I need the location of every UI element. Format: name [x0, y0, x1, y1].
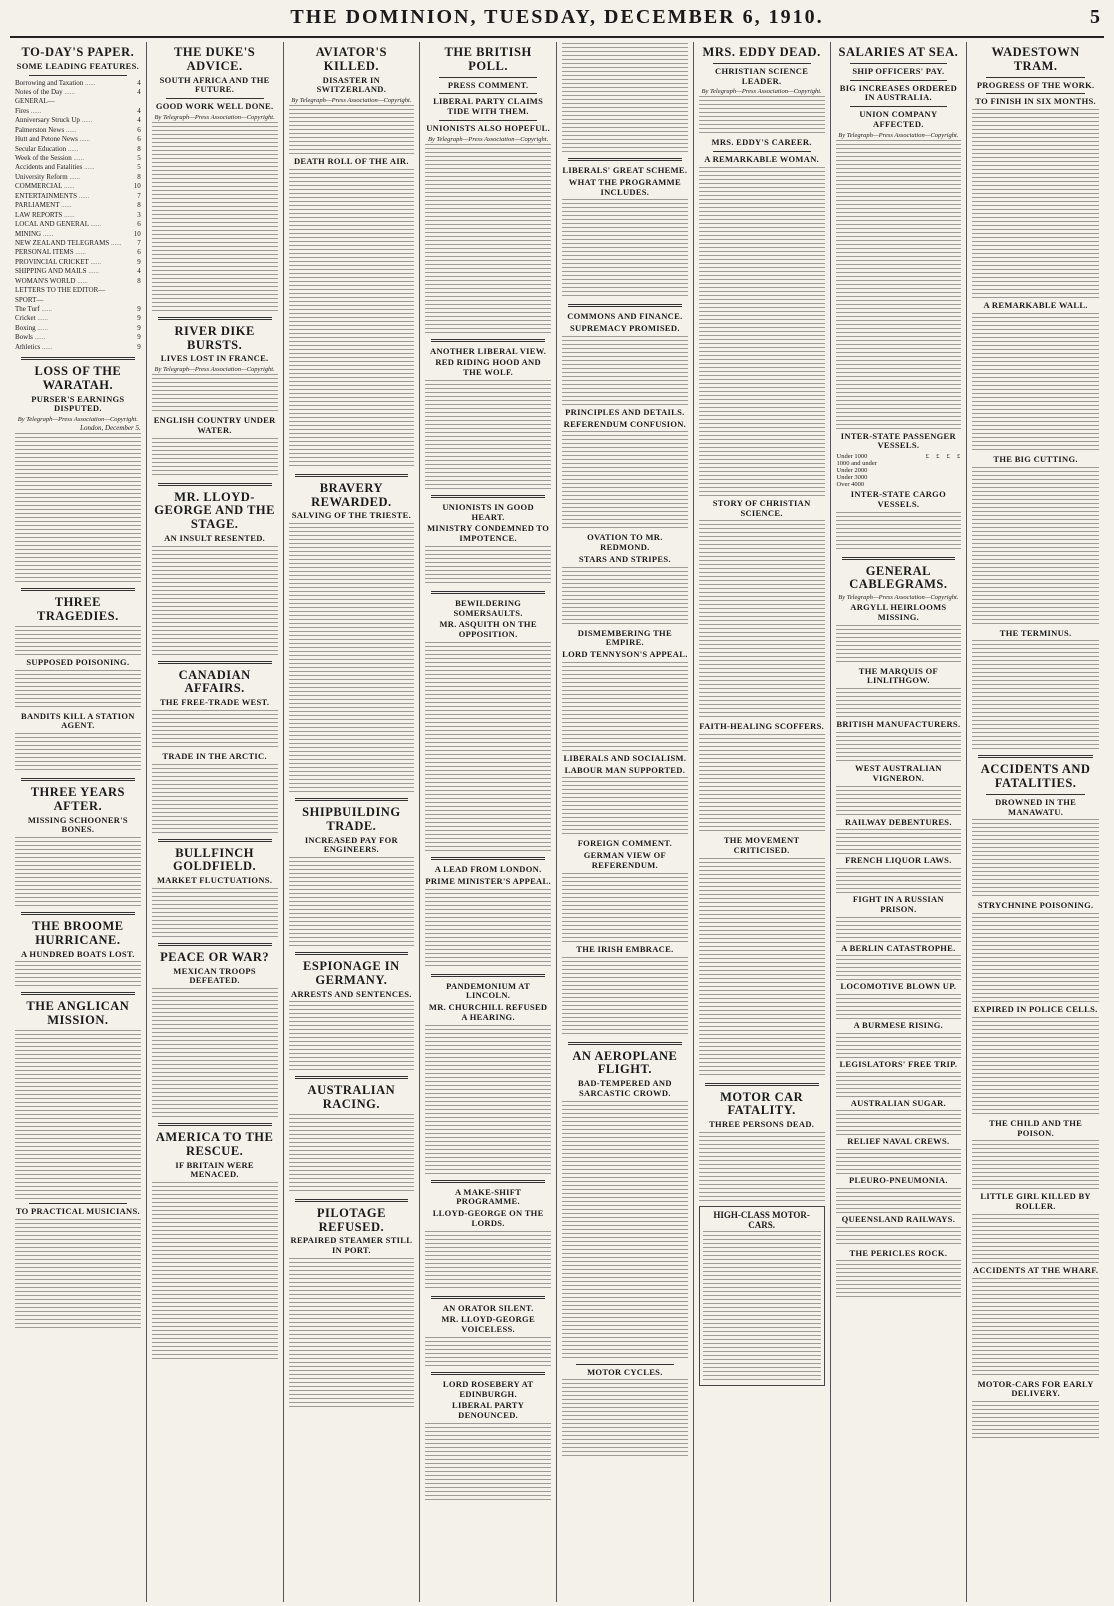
index-entry: University Reform ...... 8: [15, 173, 141, 182]
index-entry: Week of the Session ...... 5: [15, 154, 141, 163]
index-entry: SPORT—: [15, 295, 44, 304]
index-entry: LETTERS TO THE EDITOR—: [15, 286, 106, 295]
index-entry: Bowls ...... 9: [15, 333, 141, 342]
column-4: THE BRITISH POLL. PRESS COMMENT. LIBERAL PARTY CLAIMS TIDE WITH THEM. UNIONISTS ALSO HOPEFUL. By Telegraph—Press Association—Copyright. ANOTHER LIBERAL VIEW. RED RIDING HOOD AND THE WOLF. UNIONISTS IN GOOD HEART. MINISTRY CONDEMNED TO IMPOTENCE. BEWILDERING SOMERSAULTS. MR. ASQUITH ON THE OPPOSITION. A LEAD FROM LONDON. PRIME MINISTER'S APPEAL. PANDEMONIUM AT LINCOLN. MR. CHURCHILL REFUSED A HEARING. A MAKE-SHIFT PROGRAMME. LLOYD-GEORGE ON THE LORDS. AN ORATOR SILENT. MR. LLOYD-GEORGE VOICELESS. LORD ROSEBERY AT EDINBURGH. LIBERAL PARTY DENOUNCED.: [420, 42, 557, 1602]
masthead: [10, 6, 1104, 38]
index-entry: ENTERTAINMENTS ...... 7: [15, 192, 141, 201]
column-5: LIBERALS' GREAT SCHEME. WHAT THE PROGRAMME INCLUDES. COMMONS AND FINANCE. SUPREMACY PROMISED. PRINCIPLES AND DETAILS. REFERENDUM CONFUSION. OVATION TO MR. REDMOND. STARS AND STRIPES. DISMEMBERING THE EMPIRE. LORD TENNYSON'S APPEAL. LIBERALS AND SOCIALISM. LABOUR MAN SUPPORTED. FOREIGN COMMENT. GERMAN VIEW OF REFERENDUM. THE IRISH EMBRACE. AN AEROPLANE FLIGHT. BAD-TEMPERED AND SARCASTIC CROWD. MOTOR CYCLES.: [557, 42, 694, 1602]
index-entry: Fires ...... 4: [15, 107, 141, 116]
index-entry: Anniversary Struck Up ...... 4: [15, 116, 141, 125]
advert-motor-cars: HIGH-CLASS MOTOR-CARS.: [699, 1206, 825, 1386]
column-1: TO-DAY'S PAPER. SOME LEADING FEATURES. Borrowing and Taxation ...... 4 Notes of the Day ...... 4 GENERAL— Fires ...... 4 Anniversary Struck Up ...... 4 Palmerston News ...... 6 Hutt and Petone News ...... 6 Secular Education ...... 8 Week of the Session ...... 5 Accidents and Fatalities ...... 5 University Reform ...... 8 COMMERCIAL ...... 10 ENTERTAINMENTS ...... 7 PARLIAMENT ...... 8 LAW REPORTS ...... 3 LOCAL AND GENERAL ...... 6 MINING ...... 10 NEW ZEALAND TELEGRAMS ...... 7 PERSONAL ITEMS ...... 6 PROVINCIAL CRICKET ...... 9 SHIPPING AND MAILS ...... 4 WOMAN'S WORLD ...... 8 LETTERS TO THE EDITOR— SPORT— The Turf ...... 9 Cricket ...... 9 Boxing ...... 9 Bowls ...... 9 Athletics ...... 9 LOSS OF THE WARATAH. PURSER'S EARNINGS DISPUTED. By Telegraph—Press Association—Copyright. London, December 5. THREE TRAGEDIES. SUPPOSED POISONING. BANDITS KILL A STATION AGENT. THREE YEARS AFTER. MISSING SCHOONER'S BONES. THE BROOME HURRICANE. A HUNDRED BOATS LOST. THE ANGLICAN MISSION. TO PRACTICAL MUSICIANS.: [10, 42, 147, 1602]
index-entry: COMMERCIAL ...... 10: [15, 182, 141, 191]
table-row: Under 2000: [836, 467, 868, 475]
index-entry: Borrowing and Taxation ...... 4: [15, 79, 141, 88]
index-entry: Secular Education ...... 8: [15, 145, 141, 154]
index-entry: LAW REPORTS ...... 3: [15, 211, 141, 220]
index-entry: SHIPPING AND MAILS ...... 4: [15, 267, 141, 276]
headline-todays-paper: TO-DAY'S PAPER.: [21, 45, 135, 59]
column-2: THE DUKE'S ADVICE. SOUTH AFRICA AND THE FUTURE. GOOD WORK WELL DONE. By Telegraph—Press Association—Copyright. RIVER DIKE BURSTS. LIVES LOST IN FRANCE. By Telegraph—Press Association—Copyright. ENGLISH COUNTRY UNDER WATER. MR. LLOYD-GEORGE AND THE STAGE. AN INSULT RESENTED. CANADIAN AFFAIRS. THE FREE-TRADE WEST. TRADE IN THE ARCTIC. BULLFINCH GOLDFIELD. MARKET FLUCTUATIONS. PEACE OR WAR? MEXICAN TROOPS DEFEATED. AMERICA TO THE RESCUE. IF BRITAIN WERE MENACED.: [147, 42, 284, 1602]
table-row: 1000 and under: [836, 460, 877, 468]
table-row: Over 4000: [836, 481, 865, 489]
passenger-vessels-table: [836, 453, 962, 488]
index-entry: The Turf ...... 9: [15, 305, 141, 314]
index-entry: Notes of the Day ...... 4: [15, 88, 141, 97]
index-entry: MINING ...... 10: [15, 230, 141, 239]
index-entry: Hutt and Petone News ...... 6: [15, 135, 141, 144]
index-entry: NEW ZEALAND TELEGRAMS ...... 7: [15, 239, 141, 248]
index-entry: Palmerston News ...... 6: [15, 126, 141, 135]
table-row: Under 3000: [836, 474, 868, 482]
column-6: MRS. EDDY DEAD. CHRISTIAN SCIENCE LEADER. By Telegraph—Press Association—Copyright. MRS. EDDY'S CAREER. A REMARKABLE WOMAN. STORY OF CHRISTIAN SCIENCE. FAITH-HEALING SCOFFERS. THE MOVEMENT CRITICISED. MOTOR CAR FATALITY. THREE PERSONS DEAD. HIGH-CLASS MOTOR-CARS.: [694, 42, 831, 1602]
subhead-leading-features: SOME LEADING FEATURES.: [16, 60, 140, 71]
index-entry: PARLIAMENT ...... 8: [15, 201, 141, 210]
index-entry: PERSONAL ITEMS ...... 6: [15, 248, 141, 257]
index-entry: WOMAN'S WORLD ...... 8: [15, 277, 141, 286]
column-3: AVIATOR'S KILLED. DISASTER IN SWITZERLAND. By Telegraph—Press Association—Copyright. DEATH ROLL OF THE AIR. BRAVERY REWARDED. SALVING OF THE TRIESTE. SHIPBUILDING TRADE. INCREASED PAY FOR ENGINEERS. ESPIONAGE IN GERMANY. ARRESTS AND SENTENCES. AUSTRALIAN RACING. PILOTAGE REFUSED. REPAIRED STEAMER STILL IN PORT.: [284, 42, 421, 1602]
column-7: SALARIES AT SEA. SHIP OFFICERS' PAY. BIG INCREASES ORDERED IN AUSTRALIA. UNION COMPANY AFFECTED. By Telegraph—Press Association—Copyright. INTER-STATE PASSENGER VESSELS. Under 1000 £ £ £ £ 1000 and under Under 2000 Under 3000 Over 4000 INTER-STATE CARGO VESSELS. GENERAL CABLEGRAMS. By Telegraph—Press Association—Copyright. ARGYLL HEIRLOOMS MISSING. THE MARQUIS OF LINLITHGOW. BRITISH MANUFACTURERS. WEST AUSTRALIAN VIGNERON. RAILWAY DEBENTURES. FRENCH LIQUOR LAWS. FIGHT IN A RUSSIAN PRISON. A BERLIN CATASTROPHE. LOCOMOTIVE BLOWN UP. A BURMESE RISING. LEGISLATORS' FREE TRIP. AUSTRALIAN SUGAR. RELIEF NAVAL CREWS. PLEURO-PNEUMONIA. QUEENSLAND RAILWAYS. THE PERICLES ROCK.: [831, 42, 968, 1602]
page-number: 5: [1090, 6, 1100, 28]
index-entry: PROVINCIAL CRICKET ...... 9: [15, 258, 141, 267]
headline-waratah: LOSS OF THE WARATAH.: [34, 364, 122, 392]
column-8: WADESTOWN TRAM. PROGRESS OF THE WORK. TO FINISH IN SIX MONTHS. A REMARKABLE WALL. THE BIG CUTTING. THE TERMINUS. ACCIDENTS AND FATALITIES. DROWNED IN THE MANAWATU. STRYCHNINE POISONING. EXPIRED IN POLICE CELLS. THE CHILD AND THE POISON. LITTLE GIRL KILLED BY ROLLER. ACCIDENTS AT THE WHARF. MOTOR-CARS FOR EARLY DELIVERY.: [967, 42, 1104, 1602]
index-entry: GENERAL—: [15, 97, 55, 106]
index-entry: Boxing ...... 9: [15, 324, 141, 333]
index-entry: LOCAL AND GENERAL ...... 6: [15, 220, 141, 229]
masthead-title: THE DOMINION, TUESDAY, DECEMBER 6, 1910.: [290, 6, 824, 28]
index-entry: Athletics ...... 9: [15, 343, 141, 352]
contents-index: [15, 79, 141, 353]
table-row: Under 1000 £ £ £ £: [836, 453, 961, 461]
columns: [10, 42, 1104, 1602]
index-entry: Accidents and Fatalities ...... 5: [15, 163, 141, 172]
index-entry: Cricket ...... 9: [15, 314, 141, 323]
